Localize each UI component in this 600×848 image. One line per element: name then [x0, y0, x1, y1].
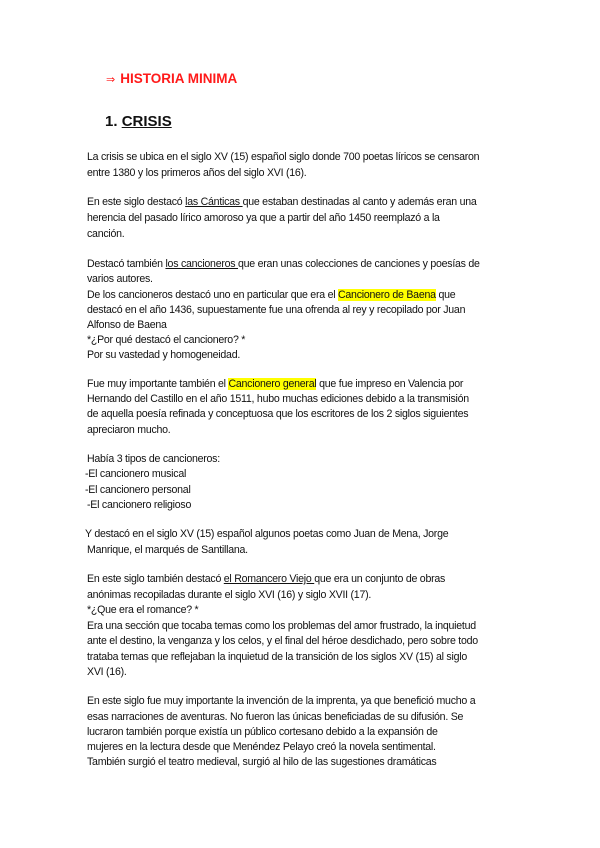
text-segment: trataba temas que reflejaban la inquietud de la transición de los siglos XV (15) al siglo	[87, 651, 467, 663]
highlighted-text: Cancionero general	[228, 378, 317, 390]
text-segment: Había 3 tipos de cancioneros:	[87, 453, 220, 465]
text-line	[87, 651, 467, 664]
arrow-icon: ⇒	[106, 74, 116, 86]
underlined-text: los cancioneros	[165, 258, 239, 270]
section-title: CRISIS	[121, 113, 172, 130]
text-segment: La crisis se ubica en el siglo XV (15) español siglo donde 700 poetas líricos se censaron	[87, 151, 480, 163]
text-segment: De los cancioneros destacó uno en particular que era el	[87, 289, 339, 301]
text-line	[87, 151, 479, 164]
text-line	[87, 273, 153, 286]
text-segment: Fue muy importante también el	[87, 378, 229, 390]
text-segment: entre 1380 y los primeros años del siglo XVI (16).	[87, 167, 307, 179]
text-segment: Por su vastedad y homogeneidad.	[87, 349, 241, 361]
text-line	[87, 319, 167, 332]
text-segment: XVI (16).	[87, 666, 127, 678]
text-line	[87, 196, 477, 209]
text-line	[87, 635, 478, 648]
text-line	[87, 453, 220, 466]
text-line	[87, 695, 475, 708]
text-segment: En este siglo también destacó	[87, 573, 224, 585]
text-line	[85, 484, 191, 497]
text-segment: También surgió el teatro medieval, surgió al hilo de las sugestiones dramáticas	[87, 756, 437, 768]
section-heading	[105, 113, 172, 130]
text-segment: ante el destino, la venganza y los celos, y el final del héroe desdichado, pero sobre todo	[87, 635, 478, 647]
text-line	[87, 604, 198, 617]
text-line	[87, 167, 307, 180]
text-segment: anónimas recopiladas durante el siglo XVI (16) y siglo XVII (17).	[87, 589, 372, 601]
text-line	[87, 666, 127, 679]
text-line	[87, 212, 440, 225]
text-segment: *¿Por qué destacó el cancionero? *	[87, 334, 246, 346]
text-line	[87, 228, 124, 241]
underlined-text: las Cánticas	[185, 196, 243, 208]
text-segment: *¿Que era el romance? *	[87, 604, 199, 616]
text-line	[87, 726, 438, 739]
text-segment: de aquella poesía refinada y conceptuosa que los escritores de los 2 siglos siguientes	[87, 408, 469, 420]
text-line	[87, 258, 480, 271]
text-segment: herencia del pasado lírico amoroso ya que a partir del año 1450 reemplazó a la	[87, 212, 440, 224]
text-segment: que estaban destinadas al canto y además eran una	[242, 196, 477, 208]
text-segment: Y destacó en el siglo XV (15) español algunos poetas como Juan de Mena, Jorge	[85, 528, 449, 540]
text-segment: varios autores.	[87, 273, 153, 285]
text-segment: destacó en el año 1436, supuestamente fue una ofrenda al rey y recopilado por Juan	[87, 304, 466, 316]
text-line	[87, 499, 191, 512]
text-segment: lucraron también porque existía un público cortesano debido a la expansión de	[87, 726, 438, 738]
text-line	[87, 349, 240, 362]
text-segment: Alfonso de Baena	[87, 319, 167, 331]
text-line	[87, 620, 476, 633]
text-segment: Manrique, el marqués de Santillana.	[87, 544, 248, 556]
text-line	[87, 289, 455, 302]
text-line	[87, 741, 436, 754]
text-line	[85, 468, 186, 481]
text-segment: que	[435, 289, 456, 301]
text-line	[87, 544, 248, 557]
text-segment: mujeres en la lectura desde que Menéndez Pelayo creó la novela sentimental.	[87, 741, 436, 753]
text-segment: -El cancionero personal	[85, 484, 191, 496]
text-line	[87, 304, 465, 317]
text-segment: Hernando del Castillo en el año 1511, hubo muchas ediciones debido a la transmisión	[87, 393, 469, 405]
underlined-text: el Romancero Viejo	[223, 573, 315, 585]
title-text: HISTORIA MINIMA	[120, 71, 238, 86]
text-line	[87, 589, 371, 602]
text-segment: -El cancionero religioso	[87, 499, 192, 511]
text-line	[85, 528, 448, 541]
text-line	[87, 711, 463, 724]
text-segment: que era un conjunto de obras	[314, 573, 446, 585]
text-segment: esas narraciones de aventuras. No fueron las únicas beneficiadas de su difusión. Se	[87, 711, 464, 723]
text-line	[87, 408, 468, 421]
text-segment: que fue impreso en Valencia por	[316, 378, 464, 390]
text-line	[87, 424, 171, 437]
text-segment: que eran unas colecciones de canciones y poesías de	[238, 258, 480, 270]
text-segment: En este siglo destacó	[87, 196, 186, 208]
text-line	[87, 334, 245, 347]
text-line	[87, 573, 445, 586]
text-line	[87, 378, 463, 391]
text-line	[87, 756, 436, 769]
highlighted-text: Cancionero de Baena	[338, 289, 436, 301]
text-segment: Destacó también	[87, 258, 166, 270]
text-line	[87, 393, 469, 406]
text-segment: En este siglo fue muy importante la invención de la imprenta, ya que benefició mucho a	[87, 695, 476, 707]
text-segment: canción.	[87, 228, 125, 240]
section-number: 1.	[105, 113, 118, 130]
text-segment: Era una sección que tocaba temas como los problemas del amor frustrado, la inquietud	[87, 620, 476, 632]
text-segment: -El cancionero musical	[85, 468, 187, 480]
text-segment: apreciaron mucho.	[87, 424, 171, 436]
document-title	[106, 71, 237, 86]
